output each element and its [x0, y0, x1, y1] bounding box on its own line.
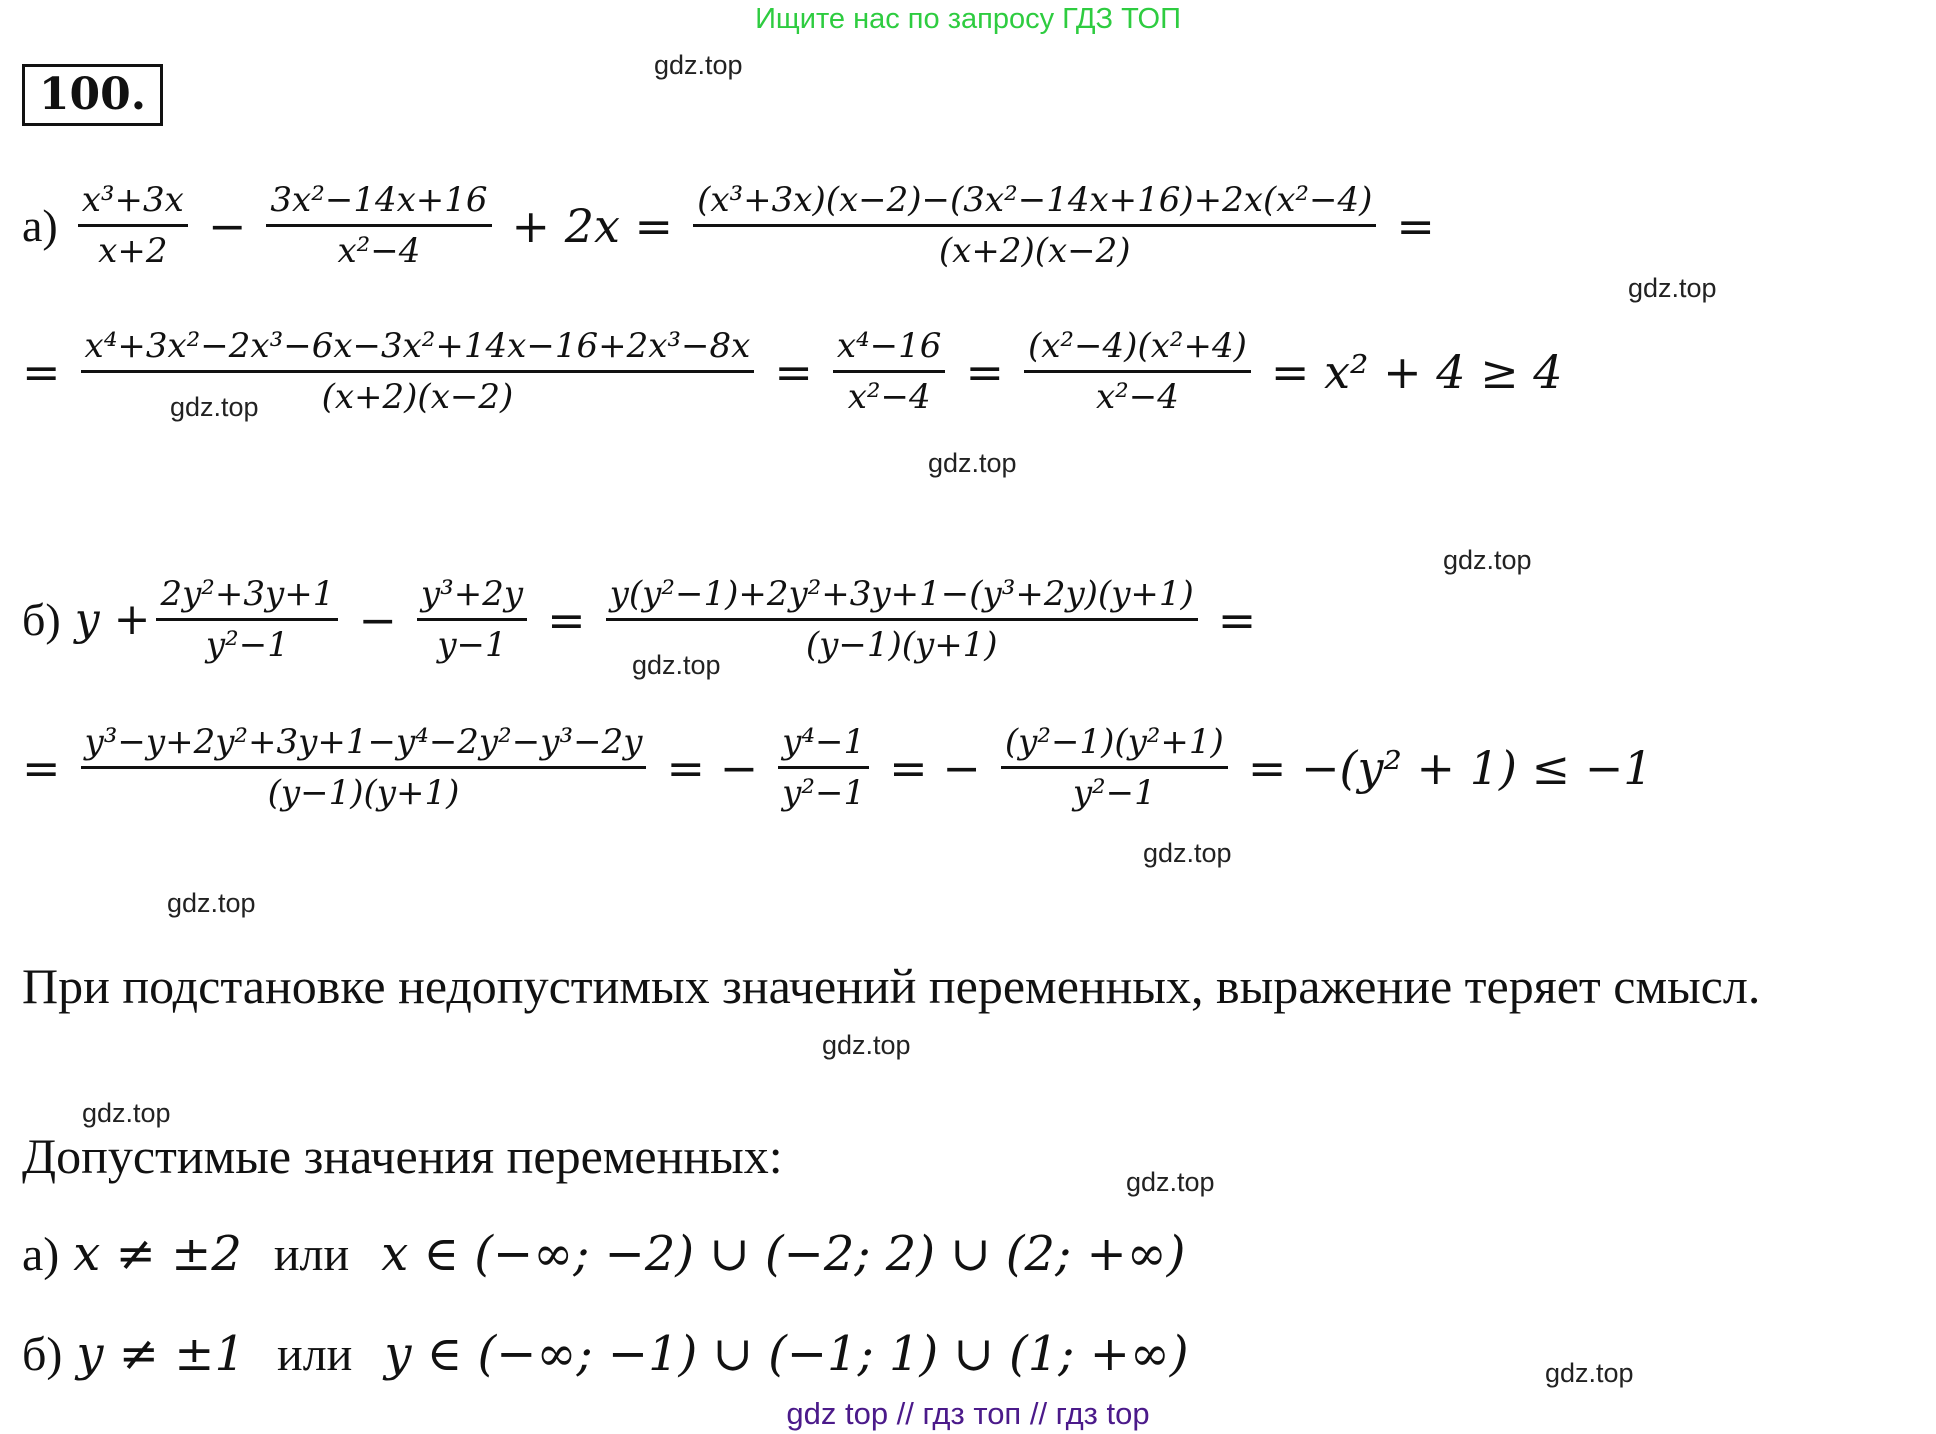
fraction — [778, 718, 869, 817]
watermark: gdz.top — [822, 1030, 911, 1060]
operator: = — [22, 740, 61, 795]
domain-a-label: а) — [22, 1227, 60, 1281]
watermark: gdz.top — [1126, 1167, 1215, 1197]
numerator: y³−y+2y²+3y+1−y⁴−2y²−y³−2y — [84, 722, 643, 762]
expression-tail: = x² + 4 ≥ 4 — [1270, 344, 1563, 399]
fraction — [81, 322, 755, 421]
operator: = − — [889, 740, 981, 795]
operator: = — [547, 592, 586, 647]
denominator: x²−4 — [337, 231, 421, 271]
denominator: x²−4 — [1095, 377, 1179, 417]
watermark: gdz.top — [654, 50, 743, 80]
domain-b — [22, 1326, 1189, 1382]
watermark: gdz.top — [1628, 273, 1717, 303]
expression-tail: = −(y² + 1) ≤ −1 — [1247, 740, 1653, 795]
fraction — [606, 570, 1198, 669]
operator: = — [774, 344, 813, 399]
numerator: (x²−4)(x²+4) — [1027, 326, 1247, 366]
denominator: (x+2)(x−2) — [321, 377, 514, 417]
operator: = — [1217, 592, 1257, 647]
denominator: y²−1 — [782, 773, 866, 813]
fraction — [156, 570, 338, 669]
watermark: gdz.top — [170, 392, 259, 422]
numerator: x⁴−16 — [836, 326, 942, 366]
expression-start: y + — [74, 593, 151, 645]
domain-a-condition: x ≠ ±2 — [73, 1226, 242, 1282]
invalid-values-note: При подстановке недопустимых значений переменных, выражение теряет смысл. — [22, 958, 1761, 1014]
watermark: gdz.top — [82, 1098, 171, 1128]
fraction — [1001, 718, 1228, 817]
fraction — [417, 570, 527, 669]
part-b-label: б) — [22, 593, 61, 645]
denominator: (y−1)(y+1) — [267, 773, 460, 813]
denominator: y²−1 — [1072, 773, 1156, 813]
task-number: 100. — [22, 64, 163, 126]
domain-title: Допустимые значения переменных: — [22, 1128, 783, 1184]
operator: = — [965, 344, 1004, 399]
denominator: y²−1 — [205, 625, 289, 665]
expression-tail: + 2x = — [511, 198, 674, 253]
domain-b-label: б) — [22, 1327, 63, 1381]
part-a-line-2 — [22, 322, 1577, 421]
operator: − — [358, 592, 397, 647]
domain-a-set: x ∈ (−∞; −2) ∪ (−2; 2) ∪ (2; +∞) — [381, 1226, 1186, 1282]
domain-b-condition: y ≠ ±1 — [76, 1326, 246, 1382]
denominator: y−1 — [437, 625, 507, 665]
numerator: x³+3x — [81, 180, 184, 220]
numerator: 3x²−14x+16 — [270, 180, 488, 220]
part-a-line-1 — [22, 176, 1449, 275]
fraction — [1024, 322, 1251, 421]
domain-a — [22, 1226, 1185, 1282]
watermark: gdz.top — [1545, 1358, 1634, 1388]
numerator: y(y²−1)+2y²+3y+1−(y³+2y)(y+1) — [609, 574, 1194, 614]
operator: = — [1396, 198, 1435, 253]
numerator: x⁴+3x²−2x³−6x−3x²+14x−16+2x³−8x — [84, 326, 751, 366]
part-a-label: а) — [22, 199, 58, 251]
numerator: (x³+3x)(x−2)−(3x²−14x+16)+2x(x²−4) — [697, 180, 1373, 220]
fraction — [266, 176, 491, 275]
domain-b-set: y ∈ (−∞; −1) ∪ (−1; 1) ∪ (1; +∞) — [384, 1326, 1189, 1382]
watermark: gdz.top — [1143, 838, 1232, 868]
operator: = − — [666, 740, 759, 795]
fraction — [78, 176, 188, 275]
denominator: x+2 — [98, 231, 168, 271]
watermark: gdz.top — [167, 888, 256, 918]
fraction — [693, 176, 1376, 275]
denominator: (y−1)(y+1) — [805, 625, 998, 665]
operator: − — [207, 198, 247, 253]
part-b-line-1 — [22, 570, 1270, 669]
numerator: y³+2y — [420, 574, 524, 614]
operator: = — [22, 344, 61, 399]
numerator: 2y²+3y+1 — [160, 574, 335, 614]
banner-search-hint: Ищите нас по запросу ГДЗ ТОП — [755, 3, 1181, 35]
watermark: gdz.top — [1443, 545, 1532, 575]
domain-a-or: или — [273, 1227, 350, 1281]
numerator: y⁴−1 — [782, 722, 866, 762]
part-b-line-2 — [22, 718, 1667, 817]
denominator: x²−4 — [847, 377, 931, 417]
domain-b-or: или — [277, 1327, 353, 1381]
fraction — [833, 322, 946, 421]
watermark: gdz.top — [632, 650, 721, 680]
watermark: gdz.top — [928, 448, 1017, 478]
numerator: (y²−1)(y²+1) — [1004, 722, 1224, 762]
denominator: (x+2)(x−2) — [938, 231, 1131, 271]
footer-links: gdz top // гдз топ // гдз top — [786, 1396, 1150, 1431]
fraction — [81, 718, 647, 817]
